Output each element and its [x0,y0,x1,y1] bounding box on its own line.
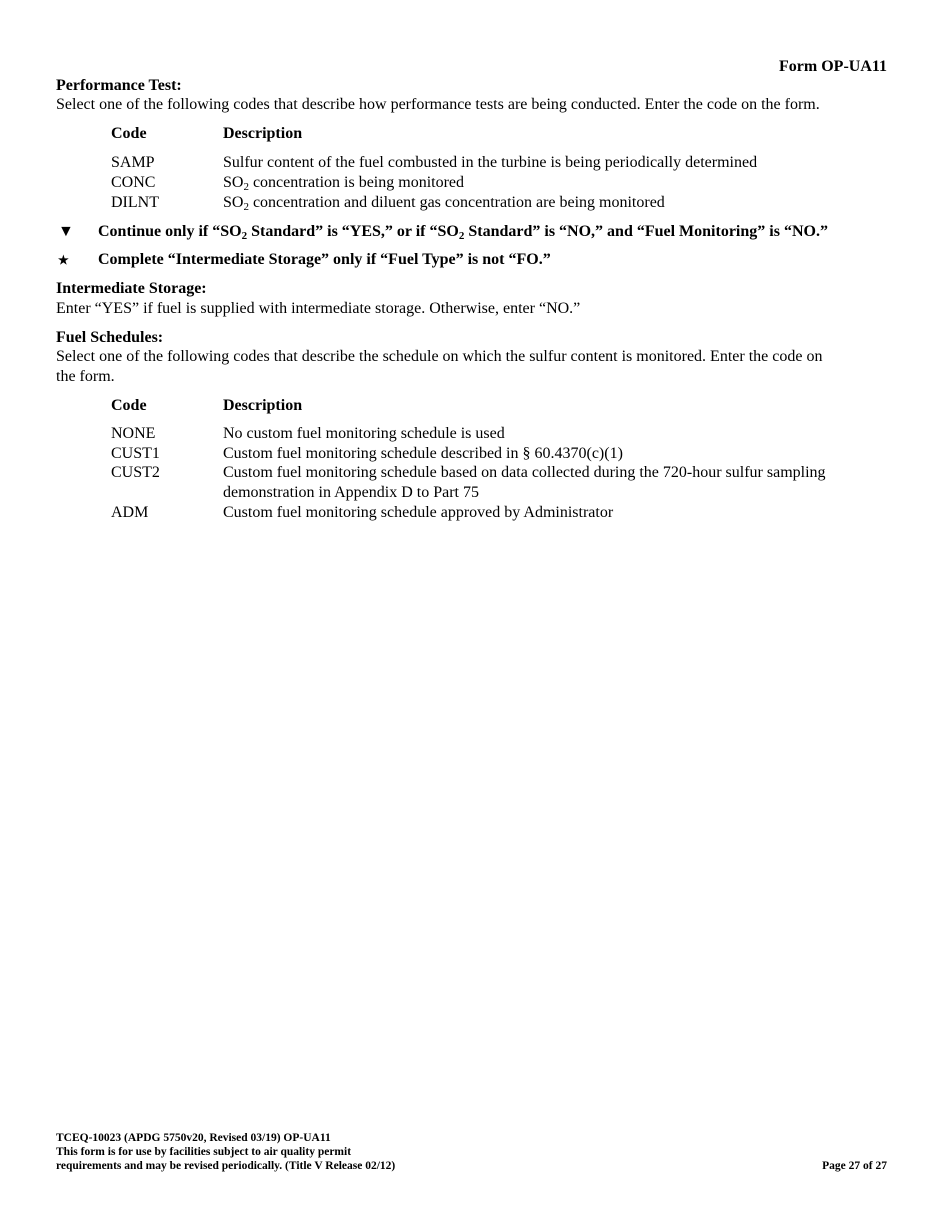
page-number: Page 27 of 27 [822,1160,887,1172]
description-cust1: Custom fuel monitoring schedule described in § 60.4370(c)(1) [223,445,623,462]
form-id: Form OP-UA11 [779,58,887,75]
code-cust2: CUST2 [111,464,160,481]
code-conc: CONC [111,174,156,191]
triangle-down-icon: ▼ [58,223,74,240]
intermediate-storage-heading: Intermediate Storage: [56,280,207,297]
description-conc: $SO_2$ concentration is being monitored [223,174,465,193]
complete-note: Complete “Intermediate Storage” only if “Fuel Type” is not “FO.” [98,251,551,268]
description-cust2-cont: demonstration in Appendix D to Part 75 [223,484,479,501]
code-samp: SAMP [111,154,155,171]
footer-form-id: TCEQ-10023 (APDG 5750v20, Revised 03/19) OP-UA11 [56,1132,331,1144]
description-samp: Sulfur content of the fuel combusted in the turbine is being periodically determined [223,154,758,171]
description-cust2: Custom fuel monitoring schedule based on data collected during the 720-hour sulfur sampling [223,464,826,481]
fuel-schedules-heading: Fuel Schedules: [56,329,164,346]
fuel-schedules-instruction-cont: the form. [56,368,115,385]
intermediate-storage-instruction: Enter “YES” if fuel is supplied with intermediate storage. Otherwise, enter “NO.” [56,300,581,317]
code-none: NONE [111,425,156,442]
performance-test-heading: Performance Test: [56,77,182,94]
fuel-schedules-instruction: Select one of the following codes that describe the schedule on which the sulfur content is monitored. Enter the code on [56,348,823,365]
col-description-header: Description [223,397,303,414]
code-cust1: CUST1 [111,445,160,462]
col-code-header: Code [111,397,147,414]
performance-test-instruction: Select one of the following codes that describe how performance tests are being conducted. Enter the code on the form. [56,96,820,113]
continue-note: Continue only if “$SO_2$ Standard” is “YES,” or if “$SO_2$ Standard” is “NO,” and “Fuel Monitoring” is “NO.” [98,223,828,242]
code-dilnt: DILNT [111,194,159,211]
col-code-header: Code [111,125,147,142]
description-dilnt: $SO_2$ concentration and diluent gas concentration are being monitored [223,194,665,213]
col-description-header: Description [223,125,303,142]
star-icon: ★ [58,253,69,267]
code-adm: ADM [111,504,149,521]
description-none: No custom fuel monitoring schedule is used [223,425,505,442]
description-adm: Custom fuel monitoring schedule approved by Administrator [223,504,614,521]
footer-revision: requirements and may be revised periodically. (Title V Release 02/12) [56,1160,396,1172]
footer-usage: This form is for use by facilities subject to air quality permit [56,1146,352,1158]
